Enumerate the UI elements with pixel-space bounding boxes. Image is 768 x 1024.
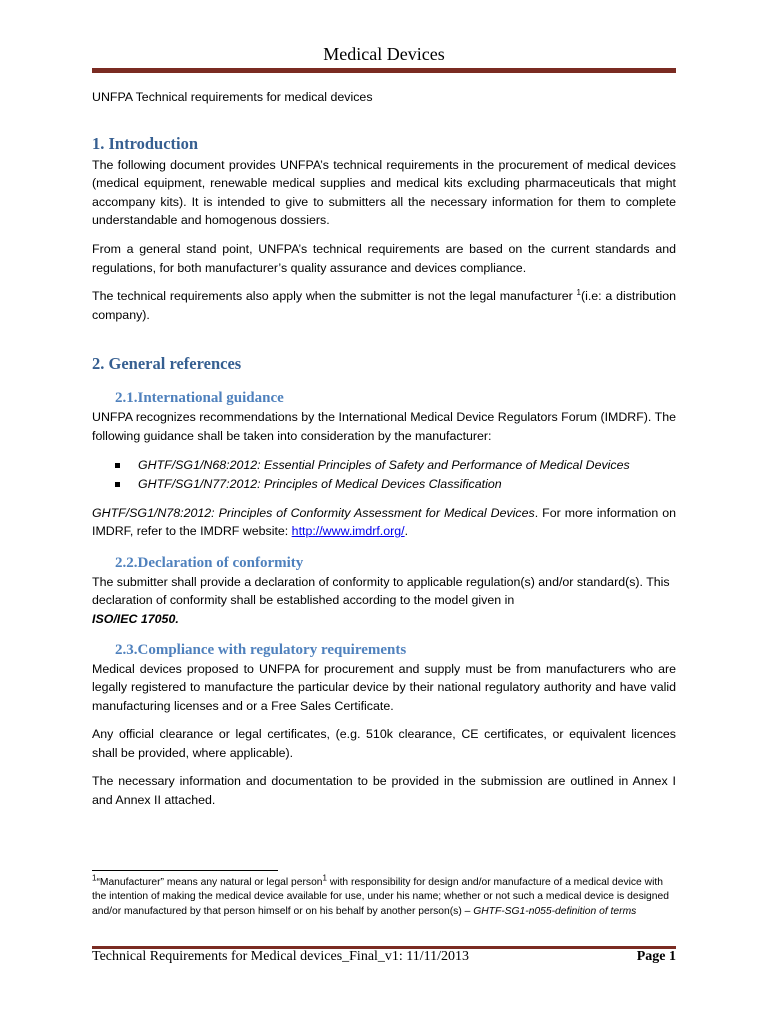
- s21-p2-italic: GHTF/SG1/N78:2012: Principles of Conformity Assessment for Medical Devices: [92, 505, 535, 520]
- intro-p3-end: (i.e: a distribution company).: [92, 289, 677, 322]
- footnote: [92, 873, 676, 919]
- imdrf-link[interactable]: http://www.imdrf.org/: [291, 524, 405, 539]
- s22-p1-text: The submitter shall provide a declaration of conformity to applicable regulation(s) and/or standard(s). This declaration of conformity shall be established according to the model given in: [92, 574, 670, 608]
- page-header-title: Medical Devices: [323, 44, 445, 64]
- document-title: UNFPA Technical requirements for medical devices: [92, 90, 373, 104]
- footnote-separator: [92, 870, 278, 871]
- section-general-references-heading: 2. General references: [92, 354, 242, 374]
- document-body: [92, 88, 676, 810]
- intro-paragraph-2: From a general stand point, UNFPA’s technical requirements are based on the current standards and regulations, for both manufacturer’s quality assurance and devices compliance.: [92, 241, 676, 275]
- page-number: Page 1: [636, 949, 676, 964]
- intro-paragraph-3: [92, 287, 676, 324]
- s21-p2-end: .: [404, 524, 409, 539]
- footnote-ref[interactable]: 1: [576, 288, 581, 298]
- s23-paragraph-3: The necessary information and documentation to be provided in the submission are outlined in Annex I and Annex II attached.: [92, 774, 676, 808]
- section-2-3-heading: 2.3.Compliance with regulatory requirements: [115, 641, 407, 658]
- footnote-text: “Manufacturer” means any natural or legal person: [96, 877, 323, 888]
- iso-reference: ISO/IEC 17050.: [92, 611, 179, 626]
- s21-p2-text: . For more information on IMDRF, refer to the IMDRF website:: [92, 505, 676, 539]
- list-item: GHTF/SG1/N68:2012: Essential Principles of Safety and Performance of Medical Devices: [115, 456, 676, 475]
- footnote-sup: 1: [322, 873, 327, 883]
- s22-paragraph-1: [92, 573, 676, 629]
- s23-paragraph-2: Any official clearance or legal certificates, (e.g. 510k clearance, CE certificates, or equivalent licences shall be provided, where applicable).: [92, 727, 676, 760]
- s23-paragraph-1: Medical devices proposed to UNFPA for procurement and supply must be from manufacturers who are legally registered to manufacture the particular device by their national regulatory authority and have valid manufacturing licenses and or a Free Sales Certificate.: [92, 661, 676, 713]
- footnote-text-cont: with responsibility for design and/or manufacture of a medical device with the intention of making the medical device available for use, under his name; whether or not such a medical device is designed and/or manufactured by that person himself or on his behalf by another person(s) –: [92, 877, 669, 917]
- footer-document-info: Technical Requirements for Medical devices_Final_v1: 11/11/2013: [92, 949, 470, 964]
- intro-p3-text: The technical requirements also apply when the submitter is not the legal manufacturer: [92, 289, 577, 304]
- s21-paragraph-1: UNFPA recognizes recommendations by the International Medical Device Regulators Forum (IMDRF). The following guidance shall be taken into consideration by the manufacturer:: [92, 410, 676, 443]
- section-2-1-heading: 2.1.International guidance: [115, 390, 284, 407]
- page-footer: [92, 949, 676, 965]
- section-2-2-heading: 2.2.Declaration of conformity: [115, 554, 304, 571]
- s21-paragraph-2: [92, 504, 676, 541]
- intro-paragraph-1: The following document provides UNFPA’s technical requirements in the procurement of medical devices (medical equipment, renewable medical supplies and medical kits excluding pharmaceuticals that might accompany kits). It is intended to give to submitters all the necessary information for them to complete understandable and homogenous dossiers.: [92, 157, 676, 228]
- list-item: GHTF/SG1/N77:2012: Principles of Medical Devices Classification: [115, 475, 676, 494]
- header-rule: [92, 68, 676, 73]
- guidance-list: [92, 456, 676, 494]
- section-introduction-heading: 1. Introduction: [92, 133, 199, 153]
- footnote-source: GHTF-SG1-n055-definition of terms: [473, 905, 637, 917]
- footnote-mark: 1: [92, 873, 97, 883]
